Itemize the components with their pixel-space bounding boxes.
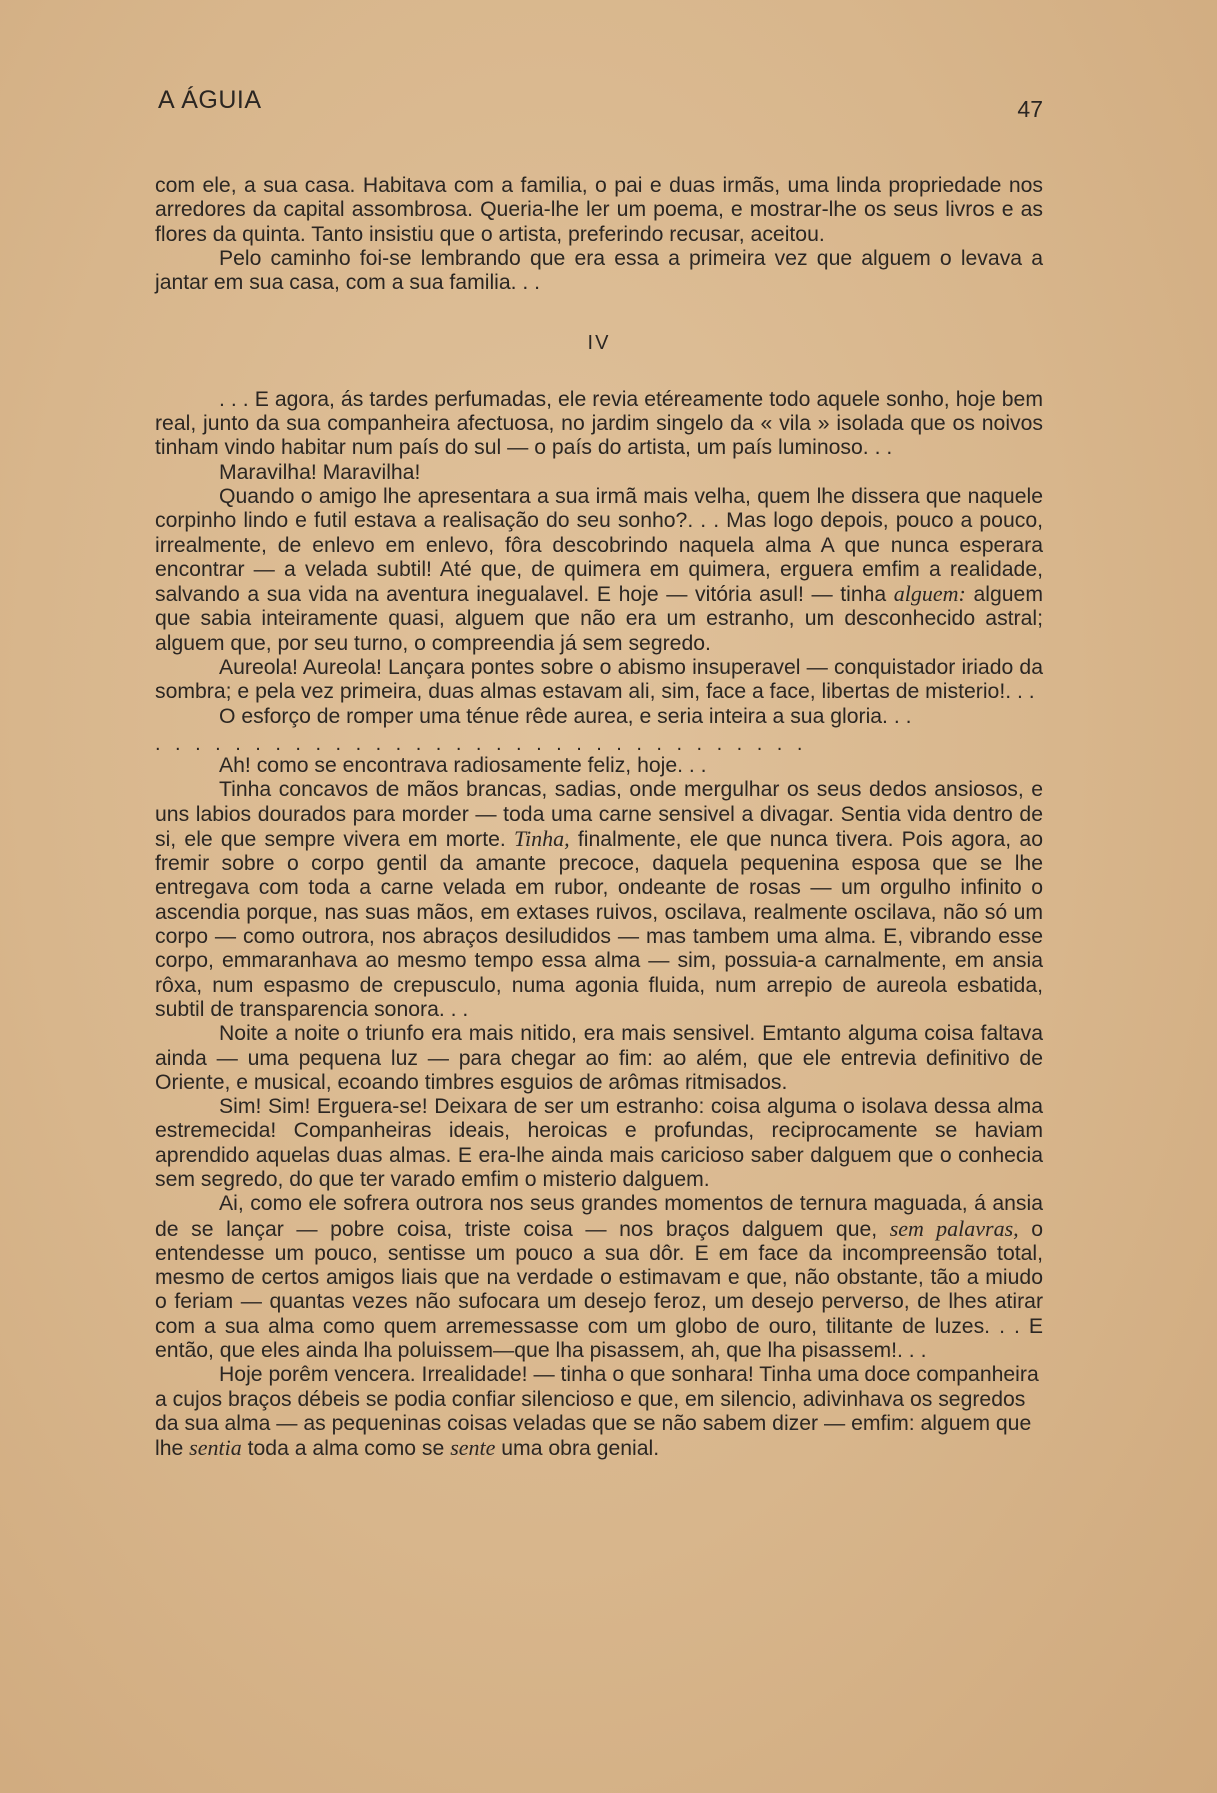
paragraph: Pelo caminho foi-se lembrando que era essa a primeira vez que alguem o levava a jantar em sua casa, com a sua familia. . .: [155, 246, 1043, 295]
text-run: toda a alma como se: [241, 1437, 451, 1461]
text-run: Hoje porêm vencera. Irrealidade! — tinha o que sonhara! Tinha uma doce companheira a cujos braços débeis se podia confiar silencioso e que, em silencio, adivinhava os segredos da sua alma — as pequeninas coisas veladas que se não sabem dizer — emfim: alguem que lhe: [155, 1363, 1039, 1461]
dotted-separator: .................................: [155, 735, 817, 752]
emphasis: alguem:: [893, 581, 966, 607]
paragraph: [155, 1363, 1043, 1461]
paragraph: com ele, a sua casa. Habitava com a familia, o pai e duas irmãs, uma linda propriedade nos arredores da capital assombrosa. Queria-lhe ler um poema, e mostrar-lhe os seus livros e as flores da quinta. Tanto insistiu que o artista, preferindo recusar, aceitou.: [155, 174, 1043, 246]
emphasis: sentia: [189, 1435, 242, 1461]
paragraph: O esforço de romper uma ténue rêde aurea, e seria inteira a sua gloria. . .: [219, 704, 912, 728]
text-run: o entendesse um pouco, sentisse um pouco a sua dôr. E em face da incompreensão total, mesmo de certos amigos liais que na verdade o estimavam e que, não obstante, tão a miudo o feriam — quantas vezes não sufocara um desejo feroz, um desejo perverso, de lhes atirar com a sua alma como quem arremessasse com um globo de ouro, tilitante de luzes. . . E então, que eles ainda lha poluissem—que lha pisassem, ah, que lha pisassem!. . .: [155, 1217, 1044, 1363]
paragraph: Ah! como se encontrava radiosamente feliz, hoje. . .: [219, 753, 707, 777]
running-head: [158, 86, 1043, 126]
paragraph: . . . E agora, ás tardes perfumadas, ele revia etéreamente todo aquele sonho, hoje bem real, junto da sua companheira afectuosa, no jardim singelo da « vila » isolada que os noivos tinham vindo habitar num país do sul — o país do artista, um país luminoso. . .: [155, 387, 1043, 460]
paragraph: Noite a noite o triunfo era mais nitido, era mais sensivel. Emtanto alguma coisa faltava ainda — uma pequena luz — para chegar ao fim: ao além, que ele entrevia definitivo de Oriente, e musical, ecoando timbres esguios de arômas ritmisados.: [155, 1022, 1043, 1094]
paragraph: Sim! Sim! Erguera-se! Deixara de ser um estranho: coisa alguma o isolava dessa alma estremecida! Companheiras ideais, heroicas e profundas, reciprocamente se haviam aprendido aquelas duas almas. E era-lhe ainda mais caricioso saber dalguem que o conhecia sem segredo, do que ter varado emfim o misterio dalguem.: [155, 1095, 1043, 1191]
text-run: alguem que sabia inteiramente quasi, alguem que não era um estranho, um desconhecido astral; alguem que, por seu turno, o compreendia já sem segredo.: [155, 583, 1043, 655]
text-run: Ai, como ele sofrera outrora nos seus grandes momentos de ternura maguada, á ansia de se lançar — pobre coisa, triste coisa — nos braços dalguem que,: [155, 1192, 1043, 1241]
emphasis: Tinha,: [514, 825, 570, 851]
emphasis: sem palavras,: [889, 1215, 1019, 1241]
paragraph: [155, 1192, 1043, 1363]
emphasis: sente: [450, 1435, 496, 1461]
text-run: Quando o amigo lhe apresentara a sua irmã mais velha, quem lhe dissera que naquele corpinho lindo e futil estava a realisação do seu sonho?. . . Mas logo depois, pouco a pouco, irrealmente, de enlevo em enlevo, fôra descobrindo naquela alma A que nunca esperara encontrar — a velada subtil! Até que, de quimera em quimera, erguera emfim a realidade, salvando a sua vida na aventura inegualavel. E hoje — vitória asul! — tinha: [155, 484, 1043, 607]
paragraph: [155, 778, 1043, 1022]
paragraph: [155, 485, 1043, 656]
paragraph: Maravilha! Maravilha!: [219, 460, 421, 484]
journal-title: A ÁGUIA: [158, 86, 262, 114]
text-run: uma obra genial.: [495, 1437, 660, 1461]
text-run: Tinha concavos de mãos brancas, sadias, onde mergulhar os seus dedos ansiosos, e uns labios dourados para morder — toda uma carne sensivel a divagar. Sentia vida dentro de si, ele que sempre vivera em morte.: [155, 778, 1043, 851]
paragraph: Aureola! Aureola! Lançara pontes sobre o abismo insuperavel — conquistador iriado da sombra; e pela vez primeira, duas almas estavam ali, sim, face a face, libertas de misterio!. . .: [155, 656, 1043, 704]
body-text: [155, 174, 1043, 1462]
page-number: 47: [1017, 96, 1043, 122]
section-heading: IV: [587, 332, 611, 355]
text-run: finalmente, ele que nunca tivera. Pois agora, ao fremir sobre o corpo gentil da amante precoce, daquela pequenina esposa que se lhe entregava com toda a carne velada em rubor, ondeante de rosas — um orgulho infinito o ascendia porque, nas suas mãos, em extases ruivos, oscilava, realmente oscilava, não só um corpo — como outrora, nos abraços desiludidos — mas tambem uma alma. E, vibrando esse corpo, emmaranhava ao mesmo tempo essa alma — sim, possuia-a carnalmente, em ansia rôxa, num espasmo de crepusculo, numa agonia fluida, num arrepio de aureola esbatida, subtil de transparencia sonora. . .: [155, 827, 1043, 1021]
